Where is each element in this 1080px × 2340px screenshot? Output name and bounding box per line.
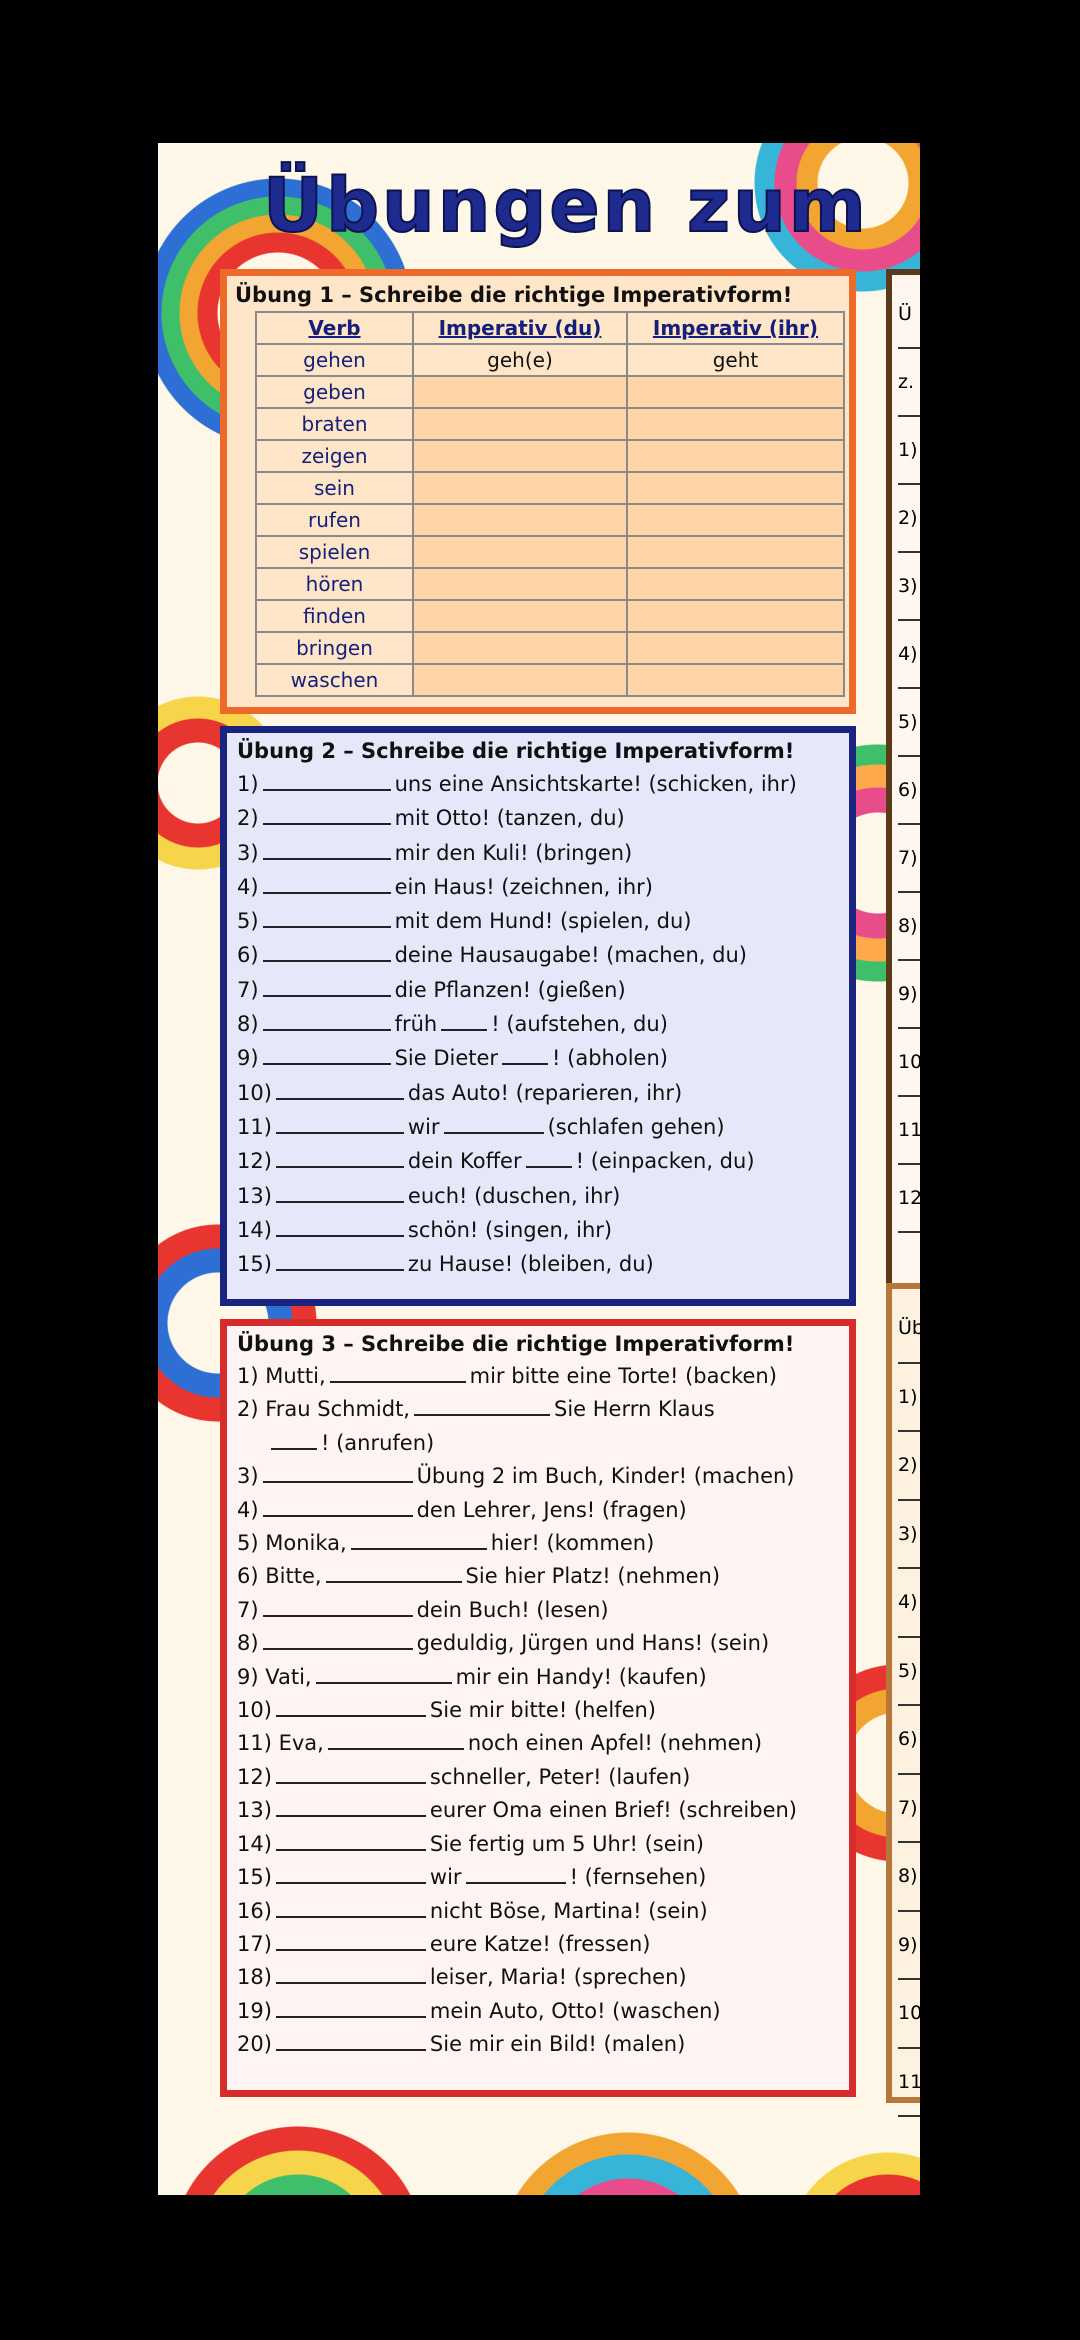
answer-blank[interactable] xyxy=(276,1797,426,1817)
list-item xyxy=(237,836,839,870)
item-text-end: ! (einpacken, du) xyxy=(575,1149,755,1174)
verb-cell: zeigen xyxy=(256,440,413,472)
answer-blank[interactable] xyxy=(316,1664,452,1684)
answer-blank[interactable] xyxy=(263,942,391,962)
list-item xyxy=(237,801,839,835)
table-row xyxy=(256,664,844,696)
inline-answer-blank[interactable] xyxy=(441,1011,487,1031)
list-item xyxy=(237,1627,839,1660)
item-text: mit dem Hund! (spielen, du) xyxy=(394,909,692,934)
imperativ-du-cell[interactable] xyxy=(413,504,627,536)
list-item xyxy=(237,1961,839,1994)
item-number: 14) xyxy=(237,1217,272,1242)
partial-line: 12 xyxy=(898,1165,920,1233)
partial-line: 9) xyxy=(898,961,920,1029)
item-number: 9) xyxy=(237,1046,259,1071)
item-prefix: 16) xyxy=(237,1898,272,1923)
table-row xyxy=(256,472,844,504)
partial-line: 4) xyxy=(898,1569,920,1638)
list-item xyxy=(237,1144,839,1178)
item-prefix: 4) xyxy=(237,1497,259,1522)
item-text: leiser, Maria! (sprechen) xyxy=(429,1965,687,1990)
list-item xyxy=(237,1560,839,1593)
answer-blank[interactable] xyxy=(276,1831,426,1851)
partial-exercise-box-bottom xyxy=(886,1283,930,2103)
list-item xyxy=(237,1360,839,1393)
answer-blank[interactable] xyxy=(276,1183,404,1203)
answer-blank[interactable] xyxy=(276,1898,426,1918)
item-number: 6) xyxy=(237,943,259,968)
list-item xyxy=(237,1661,839,1694)
imperativ-ihr-cell[interactable] xyxy=(627,632,844,664)
item-number: 12) xyxy=(237,1149,272,1174)
imperativ-ihr-cell[interactable] xyxy=(627,664,844,696)
item-prefix: 6) Bitte, xyxy=(237,1564,322,1589)
answer-blank[interactable] xyxy=(263,771,391,791)
item-text: ! (anrufen) xyxy=(321,1430,435,1455)
list-item xyxy=(237,904,839,938)
list-item xyxy=(237,1041,839,1075)
worksheet-title: Übungen zum xyxy=(263,163,869,249)
list-item xyxy=(237,1427,839,1460)
item-text: mit Otto! (tanzen, du) xyxy=(394,806,625,831)
answer-blank[interactable] xyxy=(330,1363,466,1383)
imperativ-du-cell[interactable] xyxy=(413,472,627,504)
column-header-du: Imperativ (du) xyxy=(413,312,627,344)
item-prefix: 7) xyxy=(237,1597,259,1622)
partial-line: 4) xyxy=(898,621,920,689)
item-prefix: 1) Mutti, xyxy=(237,1364,326,1388)
list-item xyxy=(237,1494,839,1527)
inline-answer-blank[interactable] xyxy=(502,1045,548,1065)
item-number: 8) xyxy=(237,1012,259,1037)
item-text-end: ! (aufstehen, du) xyxy=(491,1012,668,1037)
column-header-ihr: Imperativ (ihr) xyxy=(627,312,844,344)
answer-blank[interactable] xyxy=(263,1463,413,1483)
table-row xyxy=(256,408,844,440)
item-text: früh xyxy=(394,1012,438,1037)
exercise-3-heading: Übung 3 – Schreibe die richtige Imperativform! xyxy=(237,1332,795,1356)
item-prefix: 17) xyxy=(237,1931,272,1956)
item-text: eure Katze! (fressen) xyxy=(429,1931,651,1956)
item-prefix: 14) xyxy=(237,1831,272,1856)
answer-blank[interactable] xyxy=(276,1864,426,1884)
item-number: 5) xyxy=(237,909,259,934)
item-text: wir xyxy=(429,1865,462,1890)
item-text: dein Koffer xyxy=(407,1149,522,1174)
list-item xyxy=(237,1460,839,1493)
column-header-verb: Verb xyxy=(256,312,413,344)
item-prefix: 19) xyxy=(237,1998,272,2023)
verb-cell: finden xyxy=(256,600,413,632)
item-prefix: 3) xyxy=(237,1464,259,1489)
partial-line: 3) xyxy=(898,1501,920,1570)
item-number: 15) xyxy=(237,1252,272,1277)
list-item xyxy=(237,1213,839,1247)
imperativ-ihr-cell[interactable] xyxy=(627,376,844,408)
exercise-2-box xyxy=(220,726,856,1306)
partial-line: 7) xyxy=(898,825,920,893)
answer-blank[interactable] xyxy=(271,1430,317,1450)
exercise-2-heading: Übung 2 – Schreibe die richtige Imperativform! xyxy=(237,739,795,763)
item-text: mir den Kuli! (bringen) xyxy=(394,840,633,865)
verb-cell: sein xyxy=(256,472,413,504)
list-item xyxy=(237,1995,839,2028)
imperativ-ihr-cell[interactable] xyxy=(627,600,844,632)
item-text: noch einen Apfel! (nehmen) xyxy=(467,1731,763,1756)
partial-line: 8) xyxy=(898,893,920,961)
item-text: deine Hausaugabe! (machen, du) xyxy=(394,943,747,968)
exercise-3-box xyxy=(220,1319,856,2097)
table-row xyxy=(256,632,844,664)
item-number: 7) xyxy=(237,977,259,1002)
list-item xyxy=(237,1928,839,1961)
item-text: nicht Böse, Martina! (sein) xyxy=(429,1898,708,1923)
answer-blank[interactable] xyxy=(263,977,391,997)
item-text: eurer Oma einen Brief! (schreiben) xyxy=(429,1798,798,1823)
answer-blank[interactable] xyxy=(263,1011,391,1031)
exercise-2-list xyxy=(237,767,839,1281)
list-item xyxy=(237,1694,839,1727)
item-text: schneller, Peter! (laufen) xyxy=(429,1764,691,1789)
item-text: dein Buch! (lesen) xyxy=(416,1597,609,1622)
table-row xyxy=(256,568,844,600)
item-number: 2) xyxy=(237,806,259,831)
answer-blank[interactable] xyxy=(276,1697,426,1717)
item-text: ein Haus! (zeichnen, ihr) xyxy=(394,874,653,899)
partial-line: Üb xyxy=(898,1295,920,1364)
list-item xyxy=(237,1247,839,1281)
item-text: das Auto! (reparieren, ihr) xyxy=(407,1080,683,1105)
item-prefix: 12) xyxy=(237,1764,272,1789)
item-prefix: 15) xyxy=(237,1865,272,1890)
item-text: mir bitte eine Torte! (backen) xyxy=(469,1364,777,1388)
answer-blank[interactable] xyxy=(263,874,391,894)
answer-blank[interactable] xyxy=(263,1045,391,1065)
item-text: Sie Dieter xyxy=(394,1046,499,1071)
imperativ-ihr-cell[interactable] xyxy=(627,568,844,600)
item-text-end: (schlafen gehen) xyxy=(547,1114,725,1139)
imperativ-du-cell[interactable] xyxy=(413,568,627,600)
answer-blank[interactable] xyxy=(276,2031,426,2051)
item-text: euch! (duschen, ihr) xyxy=(407,1183,621,1208)
answer-blank[interactable] xyxy=(414,1396,550,1416)
partial-line: 10 xyxy=(898,1029,920,1097)
table-body xyxy=(256,344,844,696)
imperativ-du-cell[interactable] xyxy=(413,440,627,472)
imperativ-ihr-cell[interactable] xyxy=(627,504,844,536)
list-item xyxy=(237,938,839,972)
item-text: mein Auto, Otto! (waschen) xyxy=(429,1998,721,2023)
exercise-1-box xyxy=(220,269,856,714)
answer-blank[interactable] xyxy=(276,1931,426,1951)
item-text-end: ! (fernsehen) xyxy=(569,1865,707,1890)
item-text: hier! (kommen) xyxy=(490,1531,655,1556)
imperativ-du-cell[interactable] xyxy=(413,632,627,664)
answer-blank[interactable] xyxy=(351,1530,487,1550)
list-item xyxy=(237,1895,839,1928)
partial-line: 5) xyxy=(898,689,920,757)
table-header-row xyxy=(256,312,844,344)
inline-answer-blank[interactable] xyxy=(444,1114,544,1134)
item-text: den Lehrer, Jens! (fragen) xyxy=(416,1497,687,1522)
worksheet xyxy=(158,143,939,2195)
table-row xyxy=(256,344,844,376)
answer-blank[interactable] xyxy=(276,1114,404,1134)
answer-blank[interactable] xyxy=(263,908,391,928)
partial-line: 1) xyxy=(898,417,920,485)
verb-cell: spielen xyxy=(256,536,413,568)
partial-line: 6) xyxy=(898,1706,920,1775)
item-text: uns eine Ansichtskarte! (schicken, ihr) xyxy=(394,772,797,796)
answer-blank[interactable] xyxy=(328,1730,464,1750)
imperativ-du-cell[interactable] xyxy=(413,536,627,568)
item-prefix: 10) xyxy=(237,1698,272,1723)
imperativ-ihr-cell[interactable] xyxy=(627,536,844,568)
partial-line: 1) xyxy=(898,1364,920,1433)
answer-blank[interactable] xyxy=(276,1964,426,1984)
list-item xyxy=(237,2028,839,2061)
partial-line: 11 xyxy=(898,1097,920,1165)
imperative-table xyxy=(255,311,845,697)
answer-blank[interactable] xyxy=(276,1080,404,1100)
partial-line: 10 xyxy=(898,1980,920,2049)
imperativ-du-cell: geh(e) xyxy=(413,344,627,376)
list-item xyxy=(237,1794,839,1827)
verb-cell: braten xyxy=(256,408,413,440)
verb-cell: geben xyxy=(256,376,413,408)
imperativ-du-cell[interactable] xyxy=(413,408,627,440)
list-item xyxy=(237,1727,839,1760)
list-item xyxy=(237,1527,839,1560)
list-item xyxy=(237,1594,839,1627)
imperativ-ihr-cell[interactable] xyxy=(627,472,844,504)
answer-blank[interactable] xyxy=(263,1597,413,1617)
item-text: Sie mir ein Bild! (malen) xyxy=(429,2032,686,2057)
verb-cell: rufen xyxy=(256,504,413,536)
list-item xyxy=(237,1828,839,1861)
imperativ-du-cell[interactable] xyxy=(413,376,627,408)
item-number: 4) xyxy=(237,874,259,899)
imperativ-ihr-cell[interactable] xyxy=(627,408,844,440)
item-prefix: 13) xyxy=(237,1798,272,1823)
list-item xyxy=(237,870,839,904)
verb-cell: hören xyxy=(256,568,413,600)
answer-blank[interactable] xyxy=(276,1764,426,1784)
partial-line: Ü xyxy=(898,281,920,349)
item-prefix: 8) xyxy=(237,1631,259,1656)
item-prefix: 2) Frau Schmidt, xyxy=(237,1397,410,1422)
answer-blank[interactable] xyxy=(276,1148,404,1168)
answer-blank[interactable] xyxy=(263,805,391,825)
partial-line: 9) xyxy=(898,1912,920,1981)
verb-cell: waschen xyxy=(256,664,413,696)
item-text: mir ein Handy! (kaufen) xyxy=(455,1664,707,1689)
answer-blank[interactable] xyxy=(263,840,391,860)
item-text: Sie hier Platz! (nehmen) xyxy=(465,1564,721,1589)
inline-answer-blank[interactable] xyxy=(526,1148,572,1168)
table-row xyxy=(256,504,844,536)
verb-cell: bringen xyxy=(256,632,413,664)
item-text: Sie mir bitte! (helfen) xyxy=(429,1698,656,1723)
item-text-end: ! (abholen) xyxy=(552,1046,668,1071)
list-item xyxy=(237,767,839,801)
table-row xyxy=(256,440,844,472)
item-prefix: 18) xyxy=(237,1965,272,1990)
partial-exercise-box-top xyxy=(886,269,939,1409)
item-number: 10) xyxy=(237,1080,272,1105)
item-text: die Pflanzen! (gießen) xyxy=(394,977,626,1002)
answer-blank[interactable] xyxy=(276,1217,404,1237)
partial-line: 5) xyxy=(898,1638,920,1707)
partial-line: 8) xyxy=(898,1843,920,1912)
item-text: Übung 2 im Buch, Kinder! (machen) xyxy=(416,1464,795,1489)
list-item xyxy=(237,1761,839,1794)
partial-line: 2) xyxy=(898,485,920,553)
partial-line: z. xyxy=(898,349,920,417)
item-prefix: 20) xyxy=(237,2032,272,2057)
partial-line: 2) xyxy=(898,1432,920,1501)
table-row xyxy=(256,376,844,408)
answer-blank[interactable] xyxy=(276,1998,426,2018)
list-item xyxy=(237,1393,839,1426)
exercise-3-list xyxy=(237,1360,839,2062)
list-item xyxy=(237,1076,839,1110)
answer-blank[interactable] xyxy=(276,1251,404,1271)
imperativ-du-cell[interactable] xyxy=(413,664,627,696)
item-prefix: 9) Vati, xyxy=(237,1664,312,1689)
inline-answer-blank[interactable] xyxy=(466,1864,566,1884)
partial-line: 11) xyxy=(898,2049,920,2118)
item-text: geduldig, Jürgen und Hans! (sein) xyxy=(416,1631,770,1656)
answer-blank[interactable] xyxy=(263,1497,413,1517)
item-number: 3) xyxy=(237,840,259,865)
table-row xyxy=(256,536,844,568)
answer-blank[interactable] xyxy=(263,1630,413,1650)
partial-line: 3) fr xyxy=(898,553,920,621)
partial-line: 6) xyxy=(898,757,920,825)
list-item xyxy=(237,973,839,1007)
item-text: zu Hause! (bleiben, du) xyxy=(407,1252,654,1277)
item-text: Sie fertig um 5 Uhr! (sein) xyxy=(429,1831,704,1856)
item-number: 13) xyxy=(237,1183,272,1208)
list-item xyxy=(237,1007,839,1041)
item-text: schön! (singen, ihr) xyxy=(407,1217,613,1242)
partial-line: 7) xyxy=(898,1775,920,1844)
item-prefix: 5) Monika, xyxy=(237,1531,347,1556)
item-prefix: 11) Eva, xyxy=(237,1731,324,1756)
list-item xyxy=(237,1861,839,1894)
exercise-1-heading: Übung 1 – Schreibe die richtige Imperativform! xyxy=(235,283,793,307)
list-item xyxy=(237,1179,839,1213)
verb-cell: gehen xyxy=(256,344,413,376)
item-number: 1) xyxy=(237,772,259,796)
table-row xyxy=(256,600,844,632)
item-number: 11) xyxy=(237,1114,272,1139)
answer-blank[interactable] xyxy=(326,1563,462,1583)
imperativ-ihr-cell: geht xyxy=(627,344,844,376)
imperativ-du-cell[interactable] xyxy=(413,600,627,632)
list-item xyxy=(237,1110,839,1144)
imperativ-ihr-cell[interactable] xyxy=(627,440,844,472)
item-text: Sie Herrn Klaus xyxy=(553,1397,715,1422)
item-text: wir xyxy=(407,1114,440,1139)
